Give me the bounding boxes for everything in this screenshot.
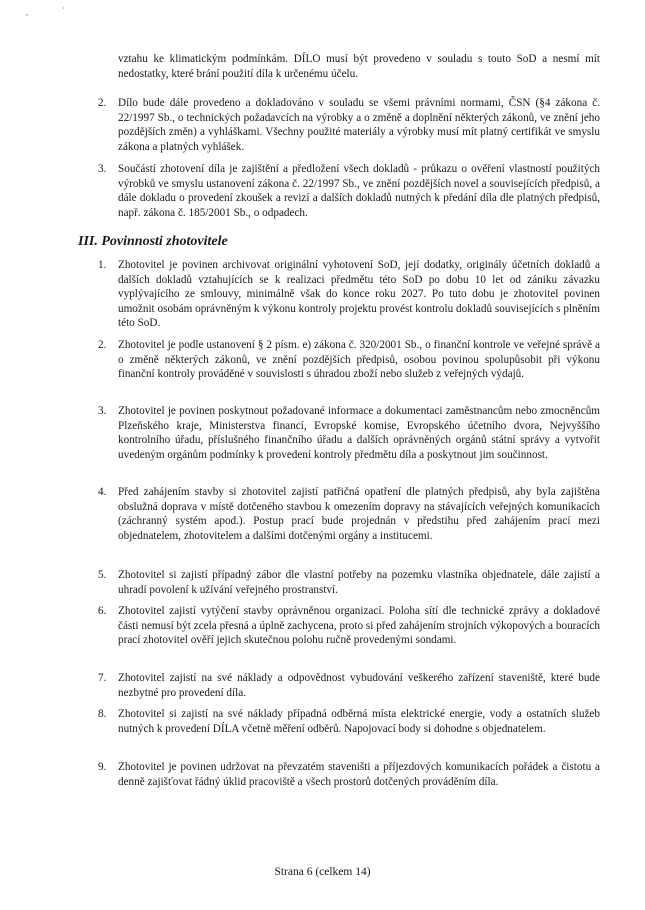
- item-text: Součástí zhotovení díla je zajištění a předložení všech dokladů - průkazu o ověření vlastností použitých výrobků ve smyslu ustanovení zákona č. 22/1997 Sb., ve znění pozdějších novel a souvisejících předpisů, a dále dokladu o provedení zkoušek a revizí a dalších dokladů nutných k předání díla dle platných předpisů, např. zákona č. 185/2001 Sb., o odpadech.: [118, 163, 600, 219]
- item-text: Zhotovitel je povinen archivovat originální vyhotovení SoD, její dodatky, originály účetních dokladů a dalších dokladů vztahujících se k realizaci předmětu této SoD po dobu 10 let od zániku závazku vyplývajícího ze smlouvy, minimálně však do konce roku 2027. Po tuto dobu je zhotovitel povinen umožnit osobám oprávněným k výkonu kontroly projektu provést kontrolu dokladů souvisejících s plněním této SoD.: [118, 259, 600, 330]
- item-text: Zhotovitel si zajistí na své náklady případná odběrná místa elektrické energie, vody a ostatních služeb nutných k provedení DÍLA včetně měření odběrů. Napojovací body si dohodne s objednatelem.: [118, 708, 600, 735]
- item-number: 5.: [98, 569, 107, 581]
- page-number-footer: Strana 6 (celkem 14): [274, 866, 371, 878]
- section-heading: III. Povinnosti zhotovitele: [78, 234, 228, 249]
- item-text: Zhotovitel je povinen udržovat na převzatém staveništi a příjezdových komunikacích pořádek a čistotu a denně zajišťovat řádný úklid pracoviště a všech prostorů dotčených prováděním díla.: [118, 761, 600, 788]
- item-text: Zhotovitel zajistí na své náklady a odpovědnost vybudování veškerého zařízení staveniště, které bude nezbytné pro provedení díla.: [118, 672, 600, 699]
- item-number: 8.: [98, 708, 107, 720]
- item-number: 6.: [98, 605, 107, 617]
- item-text: Zhotovitel je povinen poskytnout požadované informace a dokumentaci zaměstnancům nebo zmocněncům Plzeňského kraje, Ministerstva financí, Evropské komise, Evropského účetního dvora, Nejvyššího kontrolního úřadu, příslušného finančního úřadu a dalších oprávněných orgánů státní správy a vytvořit uvedeným orgánům podmínky k provedení kontroly předmětu díla a poskytnout jim součinnost.: [118, 405, 600, 461]
- intro-paragraph: vztahu ke klimatickým podmínkám. DÍLO musí být provedeno v souladu s touto SoD a nesmí mít nedostatky, které brání použití díla k určenému účelu.: [118, 53, 600, 80]
- item-number: 3.: [98, 405, 107, 417]
- item-text: Zhotovitel si zajistí případný zábor dle vlastní potřeby na pozemku vlastníka objednatele, dále zajistí a uhradí povolení k užívání veřejného prostranství.: [118, 569, 600, 596]
- item-number: 1.: [98, 259, 107, 271]
- item-number: 9.: [98, 761, 107, 773]
- item-text: Dílo bude dále provedeno a dokladováno v souladu se všemi právními normami, ČSN (§4 zákona č. 22/1997 Sb., o technických požadavcích na výrobky a o změně a doplnění některých zákonů, ve znění jeho pozdějších změn) a vyhláškami. Všechny použité materiály a výrobky musí mít platný certifikát ve smyslu zákona a platných vyhlášek.: [118, 97, 600, 153]
- scan-mark: ·: [62, 4, 65, 13]
- item-number: 2.: [98, 339, 107, 351]
- item-text: Zhotovitel je podle ustanovení § 2 písm. e) zákona č. 320/2001 Sb., o finanční kontrole ve veřejné správě a o změně některých zákonů, ve znění pozdějších předpisů, osobou povinou spolupůsobit při výkonu finanční kontroly prováděné v souvislosti s úhradou zboží nebo služeb z veřejných výdajů.: [118, 339, 600, 381]
- item-number: 3.: [98, 163, 107, 175]
- item-text: Zhotovitel zajistí vytýčení stavby oprávněnou organizací. Poloha sítí dle technické zprávy a dokladové části nemusí být zcela přesná a úplně zachycena, proto si před zahájením strojních výkopových a bouracích prací zhotovitel ověří jejich skutečnou polohu ručně provedenými sondami.: [118, 605, 600, 647]
- item-number: 4.: [98, 486, 107, 498]
- scan-mark: ,: [26, 8, 28, 17]
- item-number: 7.: [98, 672, 107, 684]
- item-text: Před zahájením stavby si zhotovitel zajistí patřičná opatření dle platných předpisů, aby byla zajištěna obslužná doprava v místě dotčeného stavbou k omezením dopravy na stávajících veřejných komunikacích (záchranný systém apod.). Postup prací bude projednán v předstihu před zahájením prací mezi objednatelem, zhotovitelem a dalšími dotčenými orgány a institucemi.: [118, 486, 600, 542]
- item-number: 2.: [98, 97, 107, 109]
